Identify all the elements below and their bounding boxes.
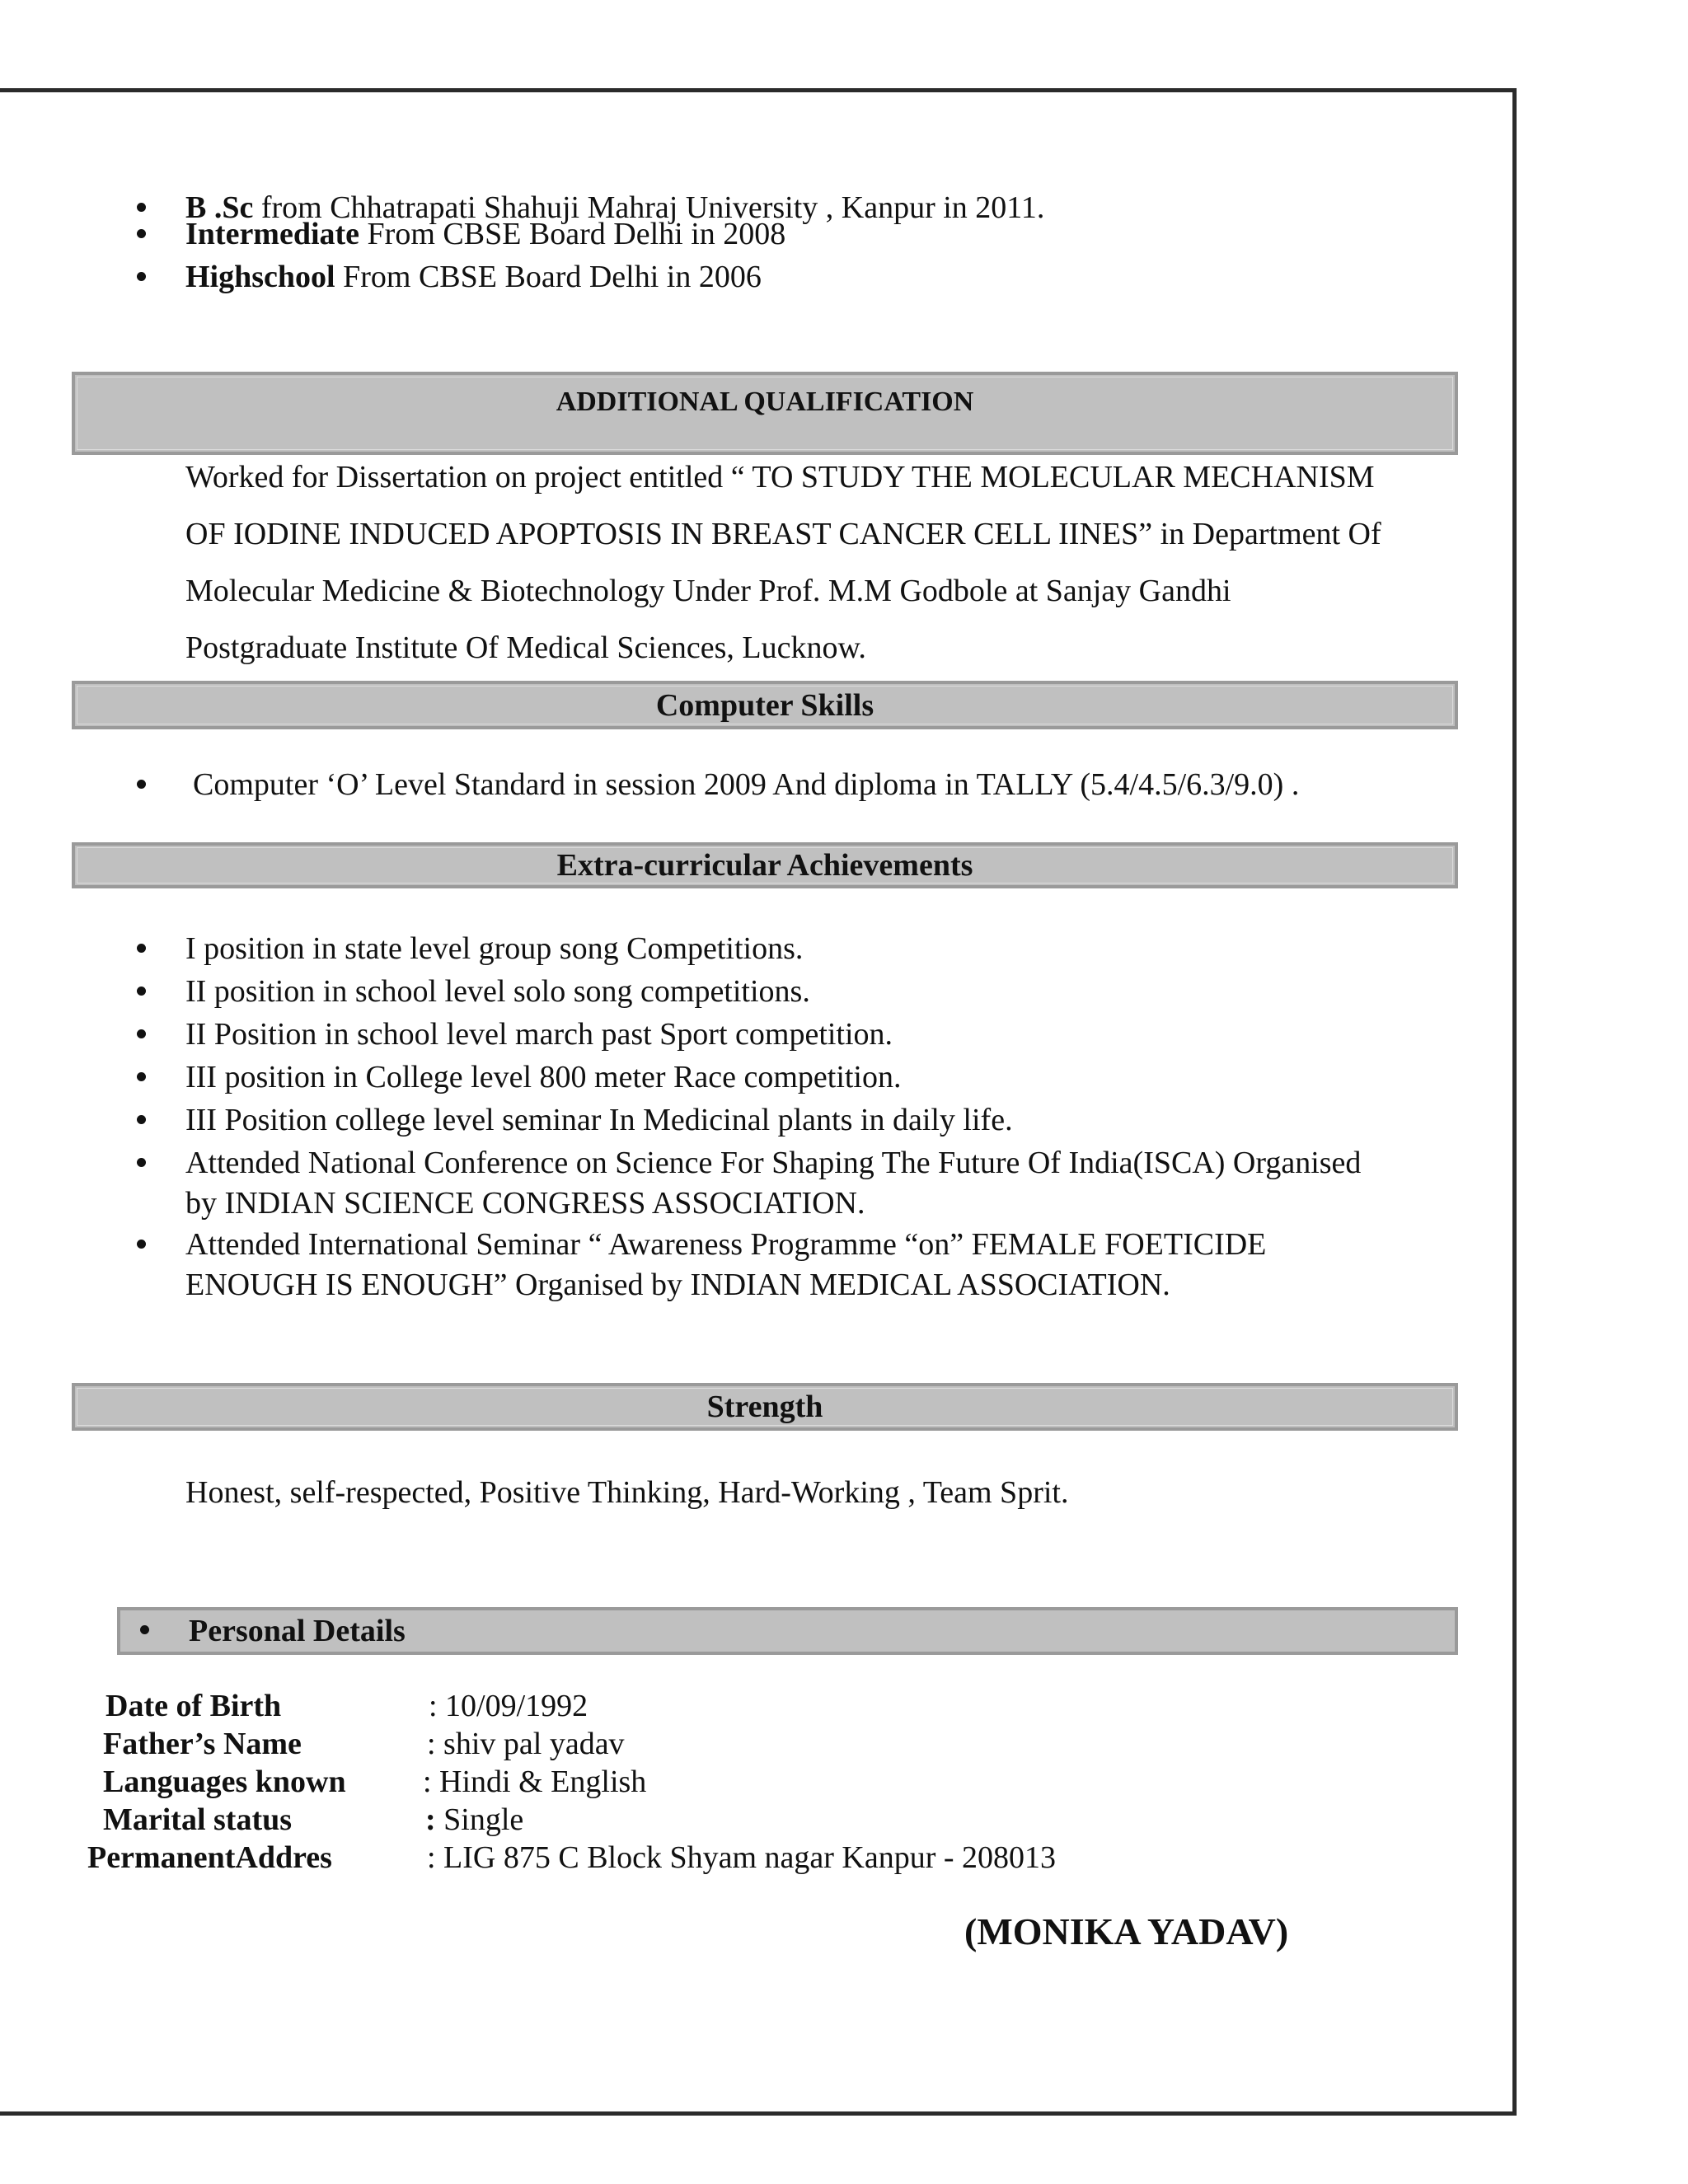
achievement-text: Attended International Seminar “ Awareness Programme “on” FEMALE FOETICIDE bbox=[185, 1227, 1267, 1262]
skill-text: Computer ‘O’ Level Standard in session 2009 And diploma in TALLY (5.4/4.5/6.3/9.0) . bbox=[193, 767, 1300, 802]
section-header-extra-curricular bbox=[72, 842, 1458, 888]
achievement-text: II position in school level solo song competitions. bbox=[185, 974, 810, 1009]
degree-name: B .Sc bbox=[185, 190, 254, 225]
section-title: Computer Skills bbox=[655, 687, 874, 723]
bullet-icon bbox=[137, 1240, 146, 1249]
dissertation-paragraph bbox=[185, 449, 1381, 677]
degree-detail: from Chhatrapati Shahuji Mahraj University , Kanpur in 2011. bbox=[253, 190, 1045, 225]
bullet-icon bbox=[137, 203, 146, 212]
achievement-text: III Position college level seminar In Medicinal plants in daily life. bbox=[185, 1103, 1013, 1137]
bullet-icon bbox=[137, 229, 146, 238]
bullet-icon bbox=[137, 780, 146, 789]
section-header-strength bbox=[72, 1383, 1458, 1431]
achievement-text: Attended National Conference on Science For Shaping The Future Of India(ISCA) Organised bbox=[185, 1146, 1362, 1180]
detail-label: PermanentAddres bbox=[87, 1840, 332, 1875]
section-title: ADDITIONAL QUALIFICATION bbox=[556, 386, 974, 417]
section-header-computer-skills bbox=[72, 681, 1458, 729]
achievement-text: ENOUGH IS ENOUGH” Organised by INDIAN MEDICAL ASSOCIATION. bbox=[185, 1268, 1170, 1302]
detail-label: Languages known bbox=[103, 1765, 346, 1799]
bullet-icon bbox=[137, 272, 146, 281]
detail-label: Date of Birth bbox=[106, 1689, 282, 1723]
achievement-text: I position in state level group song Competitions. bbox=[185, 931, 804, 966]
degree-name: Intermediate bbox=[185, 217, 360, 251]
signature-name: (MONIKA YADAV) bbox=[964, 1910, 1289, 1952]
bullet-icon bbox=[137, 1072, 146, 1081]
detail-label: Marital status bbox=[103, 1802, 293, 1837]
degree-name: Highschool bbox=[185, 260, 335, 294]
section-title: Extra-curricular Achievements bbox=[556, 848, 973, 883]
degree-detail: From CBSE Board Delhi in 2008 bbox=[359, 217, 786, 251]
strength-text: Honest, self-respected, Positive Thinking, Hard-Working , Team Sprit. bbox=[185, 1475, 1069, 1510]
section-title: Strength bbox=[706, 1390, 823, 1424]
bullet-icon bbox=[140, 1625, 149, 1634]
detail-value: : LIG 875 C Block Shyam nagar Kanpur - 208013 bbox=[427, 1840, 1057, 1875]
section-header-additional bbox=[72, 372, 1458, 455]
bullet-icon bbox=[137, 1029, 146, 1038]
bullet-icon bbox=[137, 1158, 146, 1167]
bullet-icon bbox=[137, 944, 146, 953]
detail-label: Father’s Name bbox=[103, 1727, 302, 1761]
detail-value: : shiv pal yadav bbox=[427, 1727, 625, 1761]
paragraph-line: Postgraduate Institute Of Medical Sciences, Lucknow. bbox=[185, 630, 866, 665]
achievement-text: by INDIAN SCIENCE CONGRESS ASSOCIATION. bbox=[185, 1186, 865, 1221]
detail-value: : 10/09/1992 bbox=[429, 1689, 588, 1723]
achievement-text: II Position in school level march past Sport competition. bbox=[185, 1017, 893, 1052]
achievement-text: III position in College level 800 meter Race competition. bbox=[185, 1060, 902, 1094]
detail-value: : Hindi & English bbox=[423, 1765, 647, 1799]
bullet-icon bbox=[137, 987, 146, 996]
paragraph-line: Worked for Dissertation on project entitled “ TO STUDY THE MOLECULAR MECHANISM bbox=[185, 460, 1375, 494]
bullet-icon bbox=[137, 1115, 146, 1124]
section-header-personal-details bbox=[117, 1607, 1458, 1655]
detail-value: : Single bbox=[425, 1802, 524, 1837]
paragraph-line: Molecular Medicine & Biotechnology Under Prof. M.M Godbole at Sanjay Gandhi bbox=[185, 574, 1231, 608]
degree-detail: From CBSE Board Delhi in 2006 bbox=[335, 260, 762, 294]
paragraph-line: OF IODINE INDUCED APOPTOSIS IN BREAST CANCER CELL IINES” in Department Of bbox=[185, 517, 1381, 551]
section-title: Personal Details bbox=[189, 1614, 406, 1648]
